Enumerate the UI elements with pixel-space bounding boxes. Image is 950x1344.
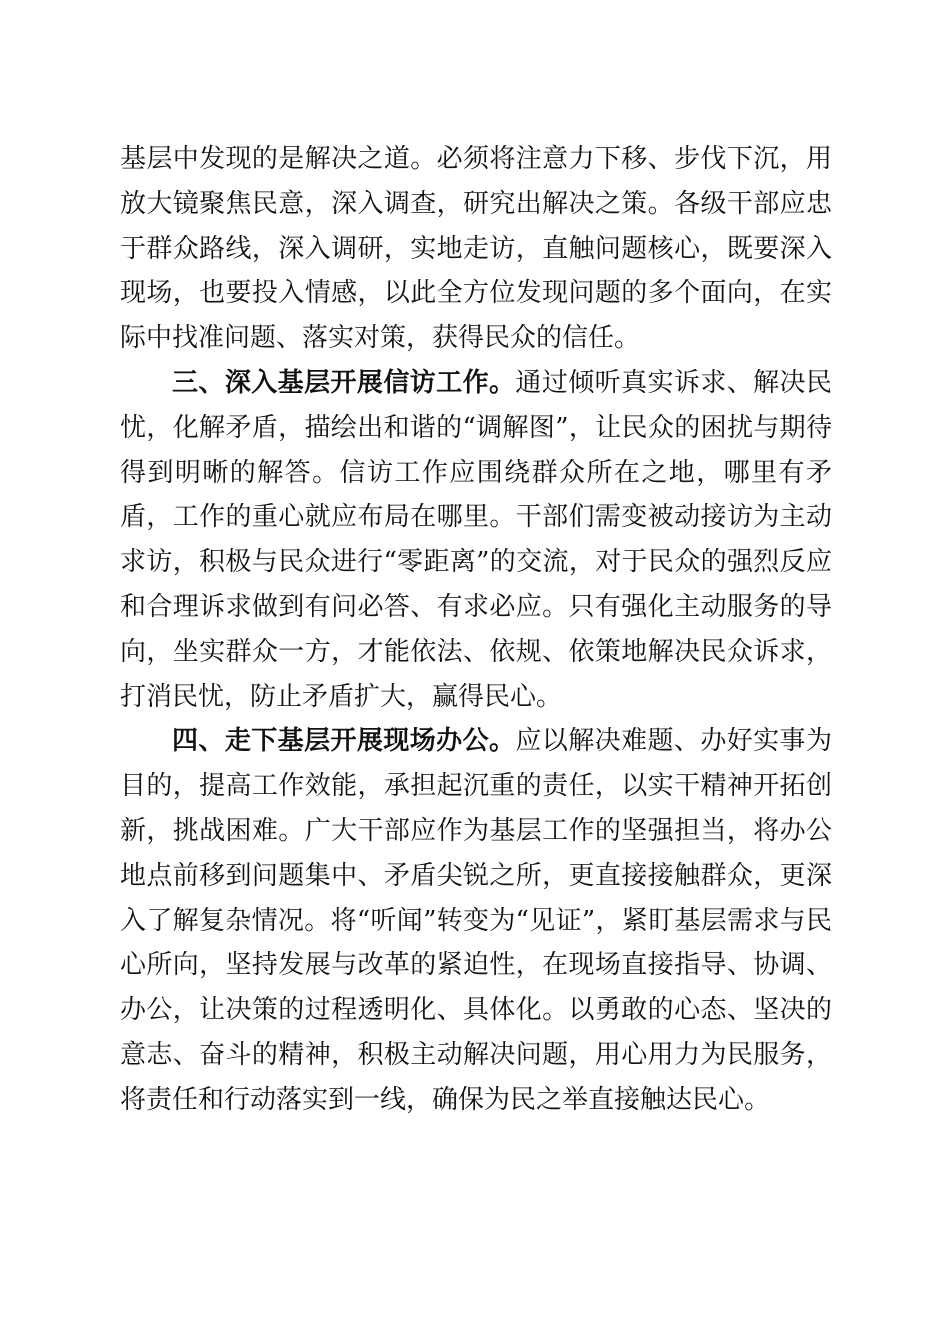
paragraph-section-4 <box>120 719 832 1122</box>
paragraph-text: 基层中发现的是解决之道。必须将注意力下移、步伐下沉，用放大镜聚焦民意，深入调查，研究出解决之策。各级干部应忠于群众路线，深入调研，实地走访，直触问题核心，既要深入现场，也要投入情感，以此全方位发现问题的多个面向，在实际中找准问题、落实对策，获得民众的信任。 <box>120 144 832 354</box>
section-heading: 三、深入基层开展信访工作。 <box>172 367 516 398</box>
paragraph-text: 通过倾听真实诉求、解决民忧，化解矛盾，描绘出和谐的“调解图”，让民众的困扰与期待得到明晰的解答。信访工作应围绕群众所在之地，哪里有矛盾，工作的重心就应布局在哪里。干部们需变被动接访为主动求访，积极与民众进行“零距离”的交流，对于民众的强烈反应和合理诉求做到有问必答、有求必应。只有强化主动服务的导向，坐实群众一方，才能依法、依规、依策地解决民众诉求，打消民忧，防止矛盾扩大，赢得民心。 <box>120 367 832 712</box>
document-body <box>120 137 832 1123</box>
paragraph-text: 应以解决难题、办好实事为目的，提高工作效能，承担起沉重的责任，以实干精神开拓创新，挑战困难。广大干部应作为基层工作的坚强担当，将办公地点前移到问题集中、矛盾尖锐之所，更直接接触群众，更深入了解复杂情况。将“听闻”转变为“见证”，紧盯基层需求与民心所向，坚持发展与改革的紧迫性，在现场直接指导、协调、办公，让决策的过程透明化、具体化。以勇敢的心态、坚决的意志、奋斗的精神，积极主动解决问题，用心用力为民服务，将责任和行动落实到一线，确保为民之举直接触达民心。 <box>120 726 832 1115</box>
paragraph-continuation <box>120 137 832 361</box>
section-heading: 四、走下基层开展现场办公。 <box>172 726 516 757</box>
paragraph-section-3 <box>120 361 832 719</box>
